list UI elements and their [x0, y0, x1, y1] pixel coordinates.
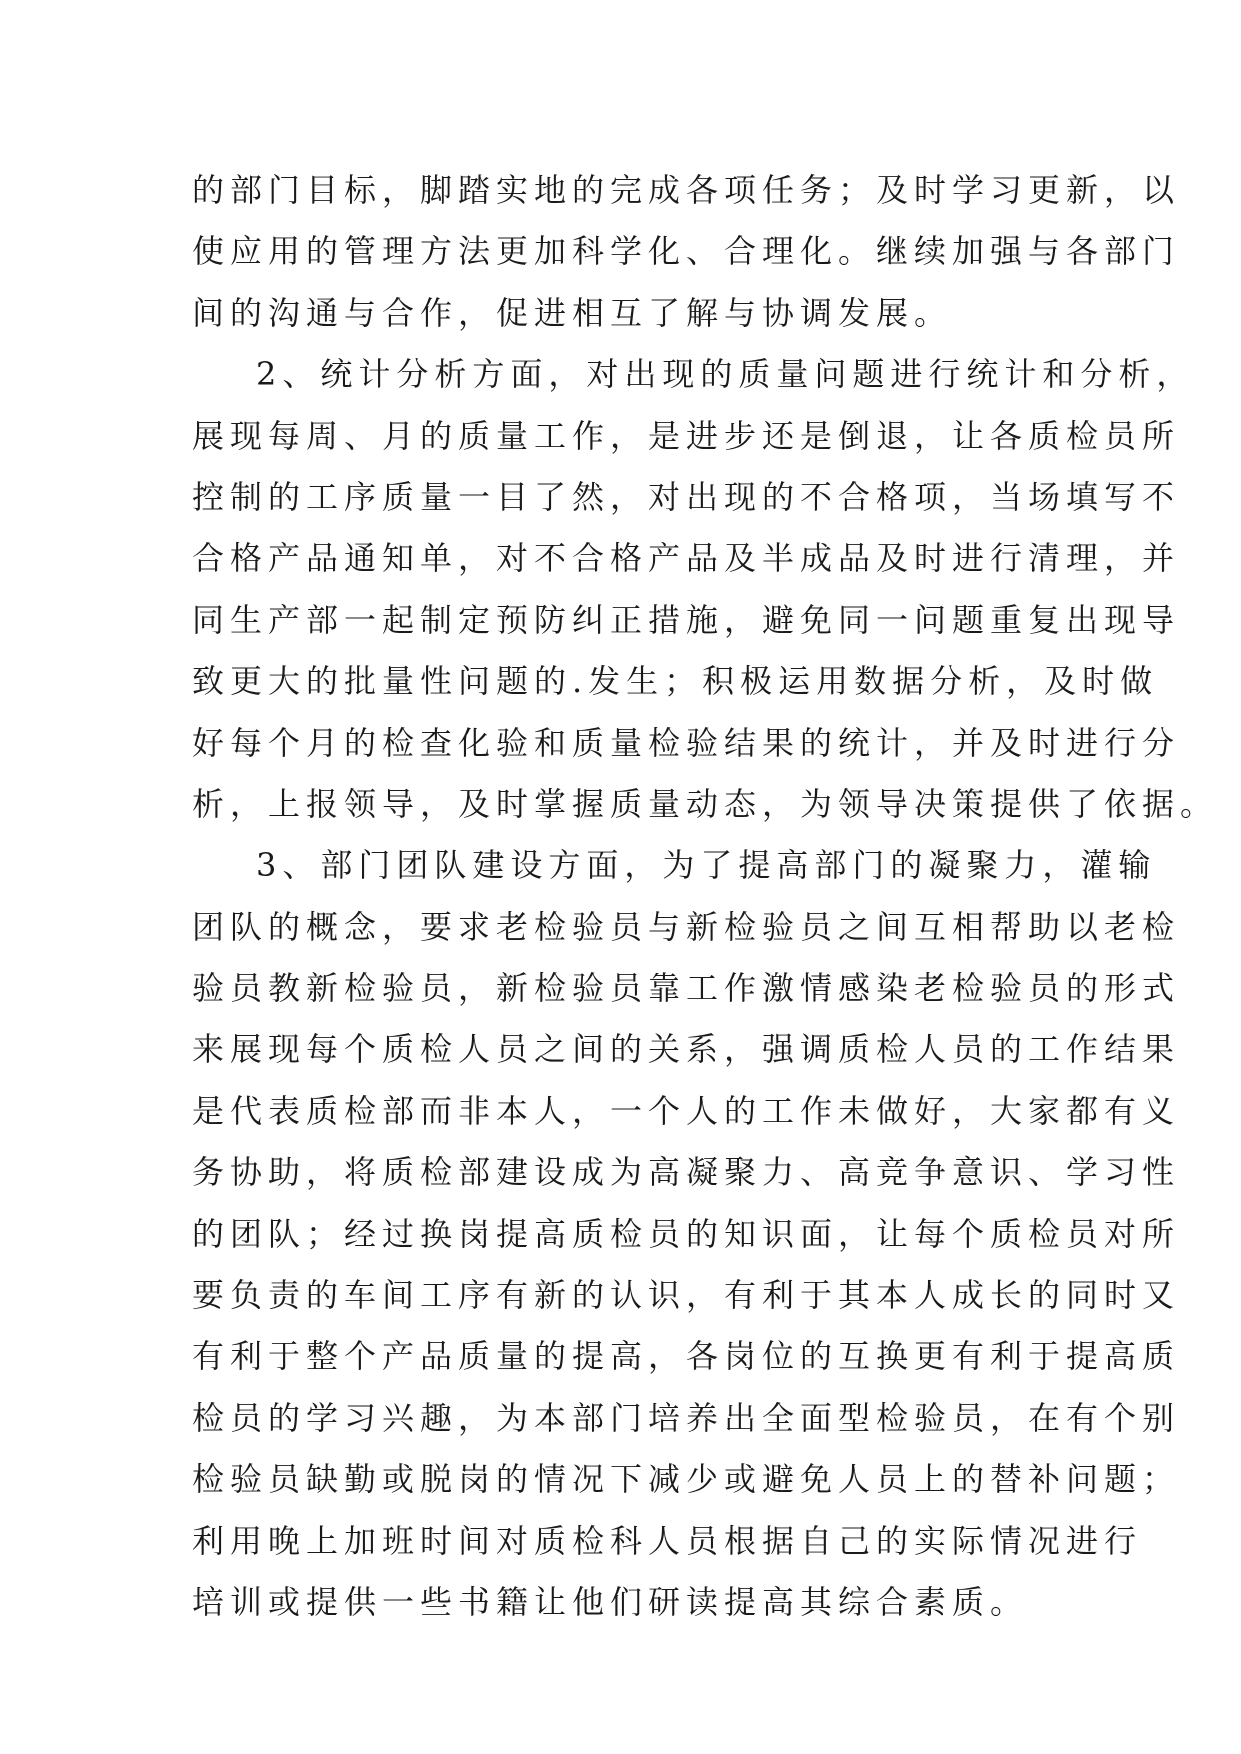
text-line: 有利于整个产品质量的提高，各岗位的互换更有利于提高质 [192, 1337, 1181, 1376]
text-line: 同生产部一起制定预防纠正措施，避免同一问题重复出现导 [192, 600, 1181, 639]
text-line: 检验员缺勤或脱岗的情况下减少或避免人员上的替补问题； [192, 1460, 1181, 1499]
text-line: 使应用的管理方法更加科学化、合理化。继续加强与各部门 [192, 232, 1181, 271]
paragraph-start-line: 2、统计分析方面，对出现的质量问题进行统计和分析， [256, 355, 1195, 394]
text-line: 的部门目标，脚踏实地的完成各项任务；及时学习更新，以 [192, 171, 1181, 209]
text-line: 好每个月的检查化验和质量检验结果的统计，并及时进行分 [192, 723, 1181, 762]
paragraph-end-line: 间的沟通与合作，促进相互了解与协调发展。 [192, 293, 953, 332]
text-line: 利用晚上加班时间对质检科人员根据自己的实际情况进行 [192, 1521, 1143, 1560]
body-text [192, 160, 1219, 1633]
paragraph-start-line: 3、部门团队建设方面，为了提高部门的凝聚力，灌输 [256, 846, 1157, 885]
text-line: 展现每周、月的质量工作，是进步还是倒退，让各质检员所 [192, 416, 1181, 455]
text-line: 团队的概念，要求老检验员与新检验员之间互相帮助以老检 [192, 907, 1181, 946]
text-line: 致更大的批量性问题的.发生；积极运用数据分析，及时做 [192, 662, 1159, 701]
text-line: 是代表质检部而非本人，一个人的工作未做好，大家都有义 [192, 1091, 1181, 1130]
text-line: 来展现每个质检人员之间的关系，强调质检人员的工作结果 [192, 1030, 1181, 1069]
paragraph-end-line: 析，上报领导，及时掌握质量动态，为领导决策提供了依据。 [192, 784, 1219, 823]
text-line: 要负责的车间工序有新的认识，有利于其本人成长的同时又 [192, 1276, 1181, 1315]
text-line: 验员教新检验员，新检验员靠工作激情感染老检验员的形式 [192, 969, 1181, 1008]
text-line: 的团队；经过换岗提高质检员的知识面，让每个质检员对所 [192, 1214, 1181, 1253]
paragraph-end-line: 培训或提供一些书籍让他们研读提高其综合素质。 [192, 1582, 1029, 1621]
text-line: 合格产品通知单，对不合格产品及半成品及时进行清理，并 [192, 539, 1181, 578]
text-line: 控制的工序质量一目了然，对出现的不合格项，当场填写不 [192, 477, 1181, 516]
text-line: 检员的学习兴趣，为本部门培养出全面型检验员，在有个别 [192, 1398, 1181, 1437]
text-line: 务协助，将质检部建设成为高凝聚力、高竞争意识、学习性 [192, 1153, 1181, 1192]
